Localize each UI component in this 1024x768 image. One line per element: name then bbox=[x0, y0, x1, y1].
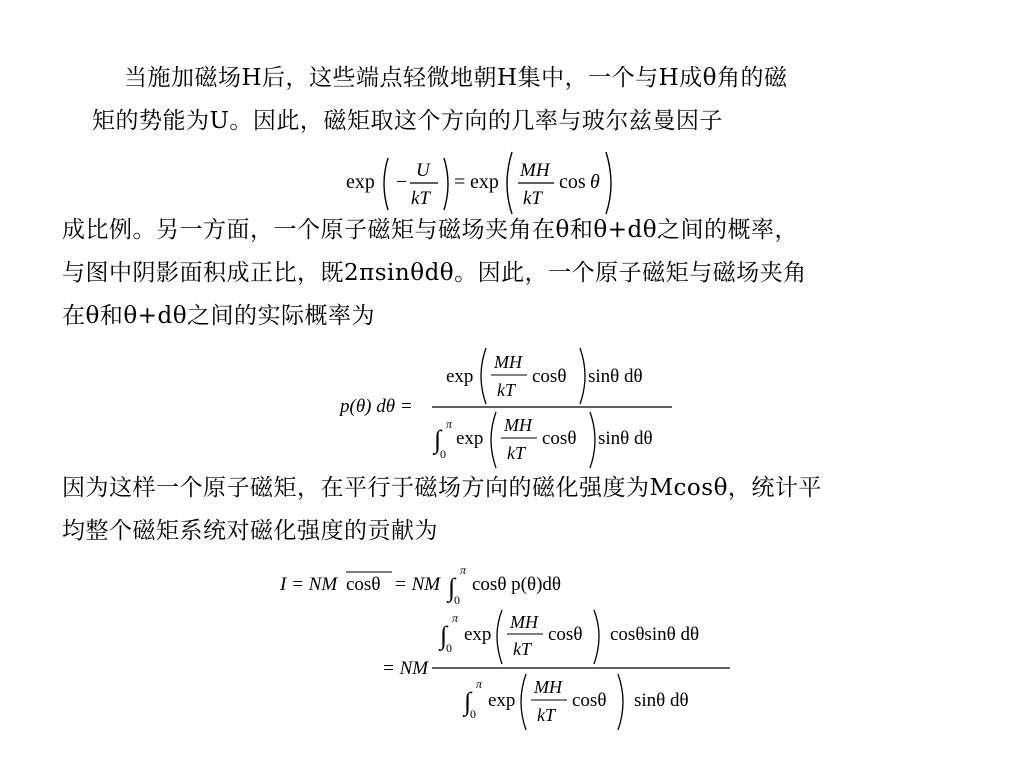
den-tail: sinθ dθ bbox=[634, 690, 689, 711]
integral-3-lower: 0 bbox=[470, 707, 476, 721]
integral-3-upper: π bbox=[476, 677, 483, 691]
integral-lower-limit: 0 bbox=[440, 447, 446, 461]
integral-sign: ∫ bbox=[434, 425, 442, 454]
cos-theta-average: cosθ bbox=[346, 574, 381, 595]
numerator-frac-MH: MH bbox=[494, 352, 522, 372]
numerator-frac-kT: kT bbox=[497, 380, 515, 400]
denominator-frac-kT: kT bbox=[507, 443, 525, 463]
fraction-denominator-kT: kT bbox=[411, 188, 430, 209]
paragraph-1-line-1: 当施加磁场H后，这些端点轻微地朝H集中，一个与H成θ角的磁 bbox=[124, 65, 788, 91]
integral-sign-1: ∫ bbox=[448, 573, 456, 602]
theta-symbol: θ bbox=[590, 171, 600, 193]
paragraph-1-line-2: 矩的势能为U。因此，磁矩取这个方向的几率与玻尔兹曼因子 bbox=[92, 108, 723, 134]
num-tail: cosθsinθ dθ bbox=[610, 624, 700, 645]
fraction-numerator-U: U bbox=[416, 160, 430, 181]
probability-equation bbox=[336, 344, 686, 476]
cos-label: cos bbox=[559, 171, 586, 193]
integral-2-lower: 0 bbox=[446, 641, 452, 655]
magnetization-mid: = NM bbox=[394, 574, 441, 595]
probability-lhs: p(θ) dθ = bbox=[340, 396, 413, 417]
exp-label-2: exp bbox=[470, 171, 499, 193]
paragraph-2-line-1: 成比例。另一方面，一个原子磁矩与磁场夹角在θ和θ+dθ之间的概率， bbox=[62, 217, 799, 243]
numerator-cos-theta: cosθ bbox=[532, 366, 567, 387]
numerator-sin-dtheta: sinθ dθ bbox=[588, 366, 643, 387]
denominator-cos-theta: cosθ bbox=[542, 428, 577, 449]
num-frac-kT: kT bbox=[513, 639, 531, 659]
exp-label: exp bbox=[346, 171, 375, 193]
paragraph-2-line-2: 与图中阴影面积成正比，既2πsinθdθ。因此，一个原子磁矩与磁场夹角 bbox=[62, 260, 807, 286]
den-cos-theta: cosθ bbox=[572, 690, 607, 711]
integral-upper-limit: π bbox=[446, 417, 453, 431]
num-exp: exp bbox=[464, 624, 492, 645]
denominator-exp: exp bbox=[456, 428, 484, 449]
den-frac-MH: MH bbox=[534, 677, 562, 697]
integral-1-upper: π bbox=[460, 563, 467, 577]
fraction-numerator-MH: MH bbox=[520, 160, 550, 181]
den-exp: exp bbox=[488, 690, 516, 711]
num-cos-theta: cosθ bbox=[548, 624, 583, 645]
num-frac-MH: MH bbox=[510, 612, 538, 632]
denominator-frac-MH: MH bbox=[504, 415, 532, 435]
fraction-denominator-kT-2: kT bbox=[523, 188, 542, 209]
minus-sign: − bbox=[396, 171, 408, 193]
line1-integrand: cosθ p(θ)dθ bbox=[472, 574, 562, 595]
paragraph-2-line-3: 在θ和θ+dθ之间的实际概率为 bbox=[62, 303, 376, 329]
equals-sign: = bbox=[454, 171, 466, 193]
integral-sign-3: ∫ bbox=[464, 687, 472, 716]
denominator-sin-dtheta: sinθ dθ bbox=[598, 428, 653, 449]
paragraph-3-line-1: 因为这样一个原子磁矩，在平行于磁场方向的磁化强度为Mcosθ，统计平 bbox=[62, 475, 822, 501]
magnetization-lhs: I = NM bbox=[280, 574, 338, 595]
den-frac-kT: kT bbox=[537, 705, 555, 725]
magnetization-equation bbox=[280, 560, 750, 746]
numerator-exp: exp bbox=[446, 366, 474, 387]
integral-2-upper: π bbox=[452, 611, 459, 625]
paragraph-3-line-2: 均整个磁矩系统对磁化强度的贡献为 bbox=[62, 518, 438, 544]
line2-prefix: = NM bbox=[382, 658, 429, 679]
integral-sign-2: ∫ bbox=[440, 621, 448, 650]
integral-1-lower: 0 bbox=[454, 593, 460, 607]
